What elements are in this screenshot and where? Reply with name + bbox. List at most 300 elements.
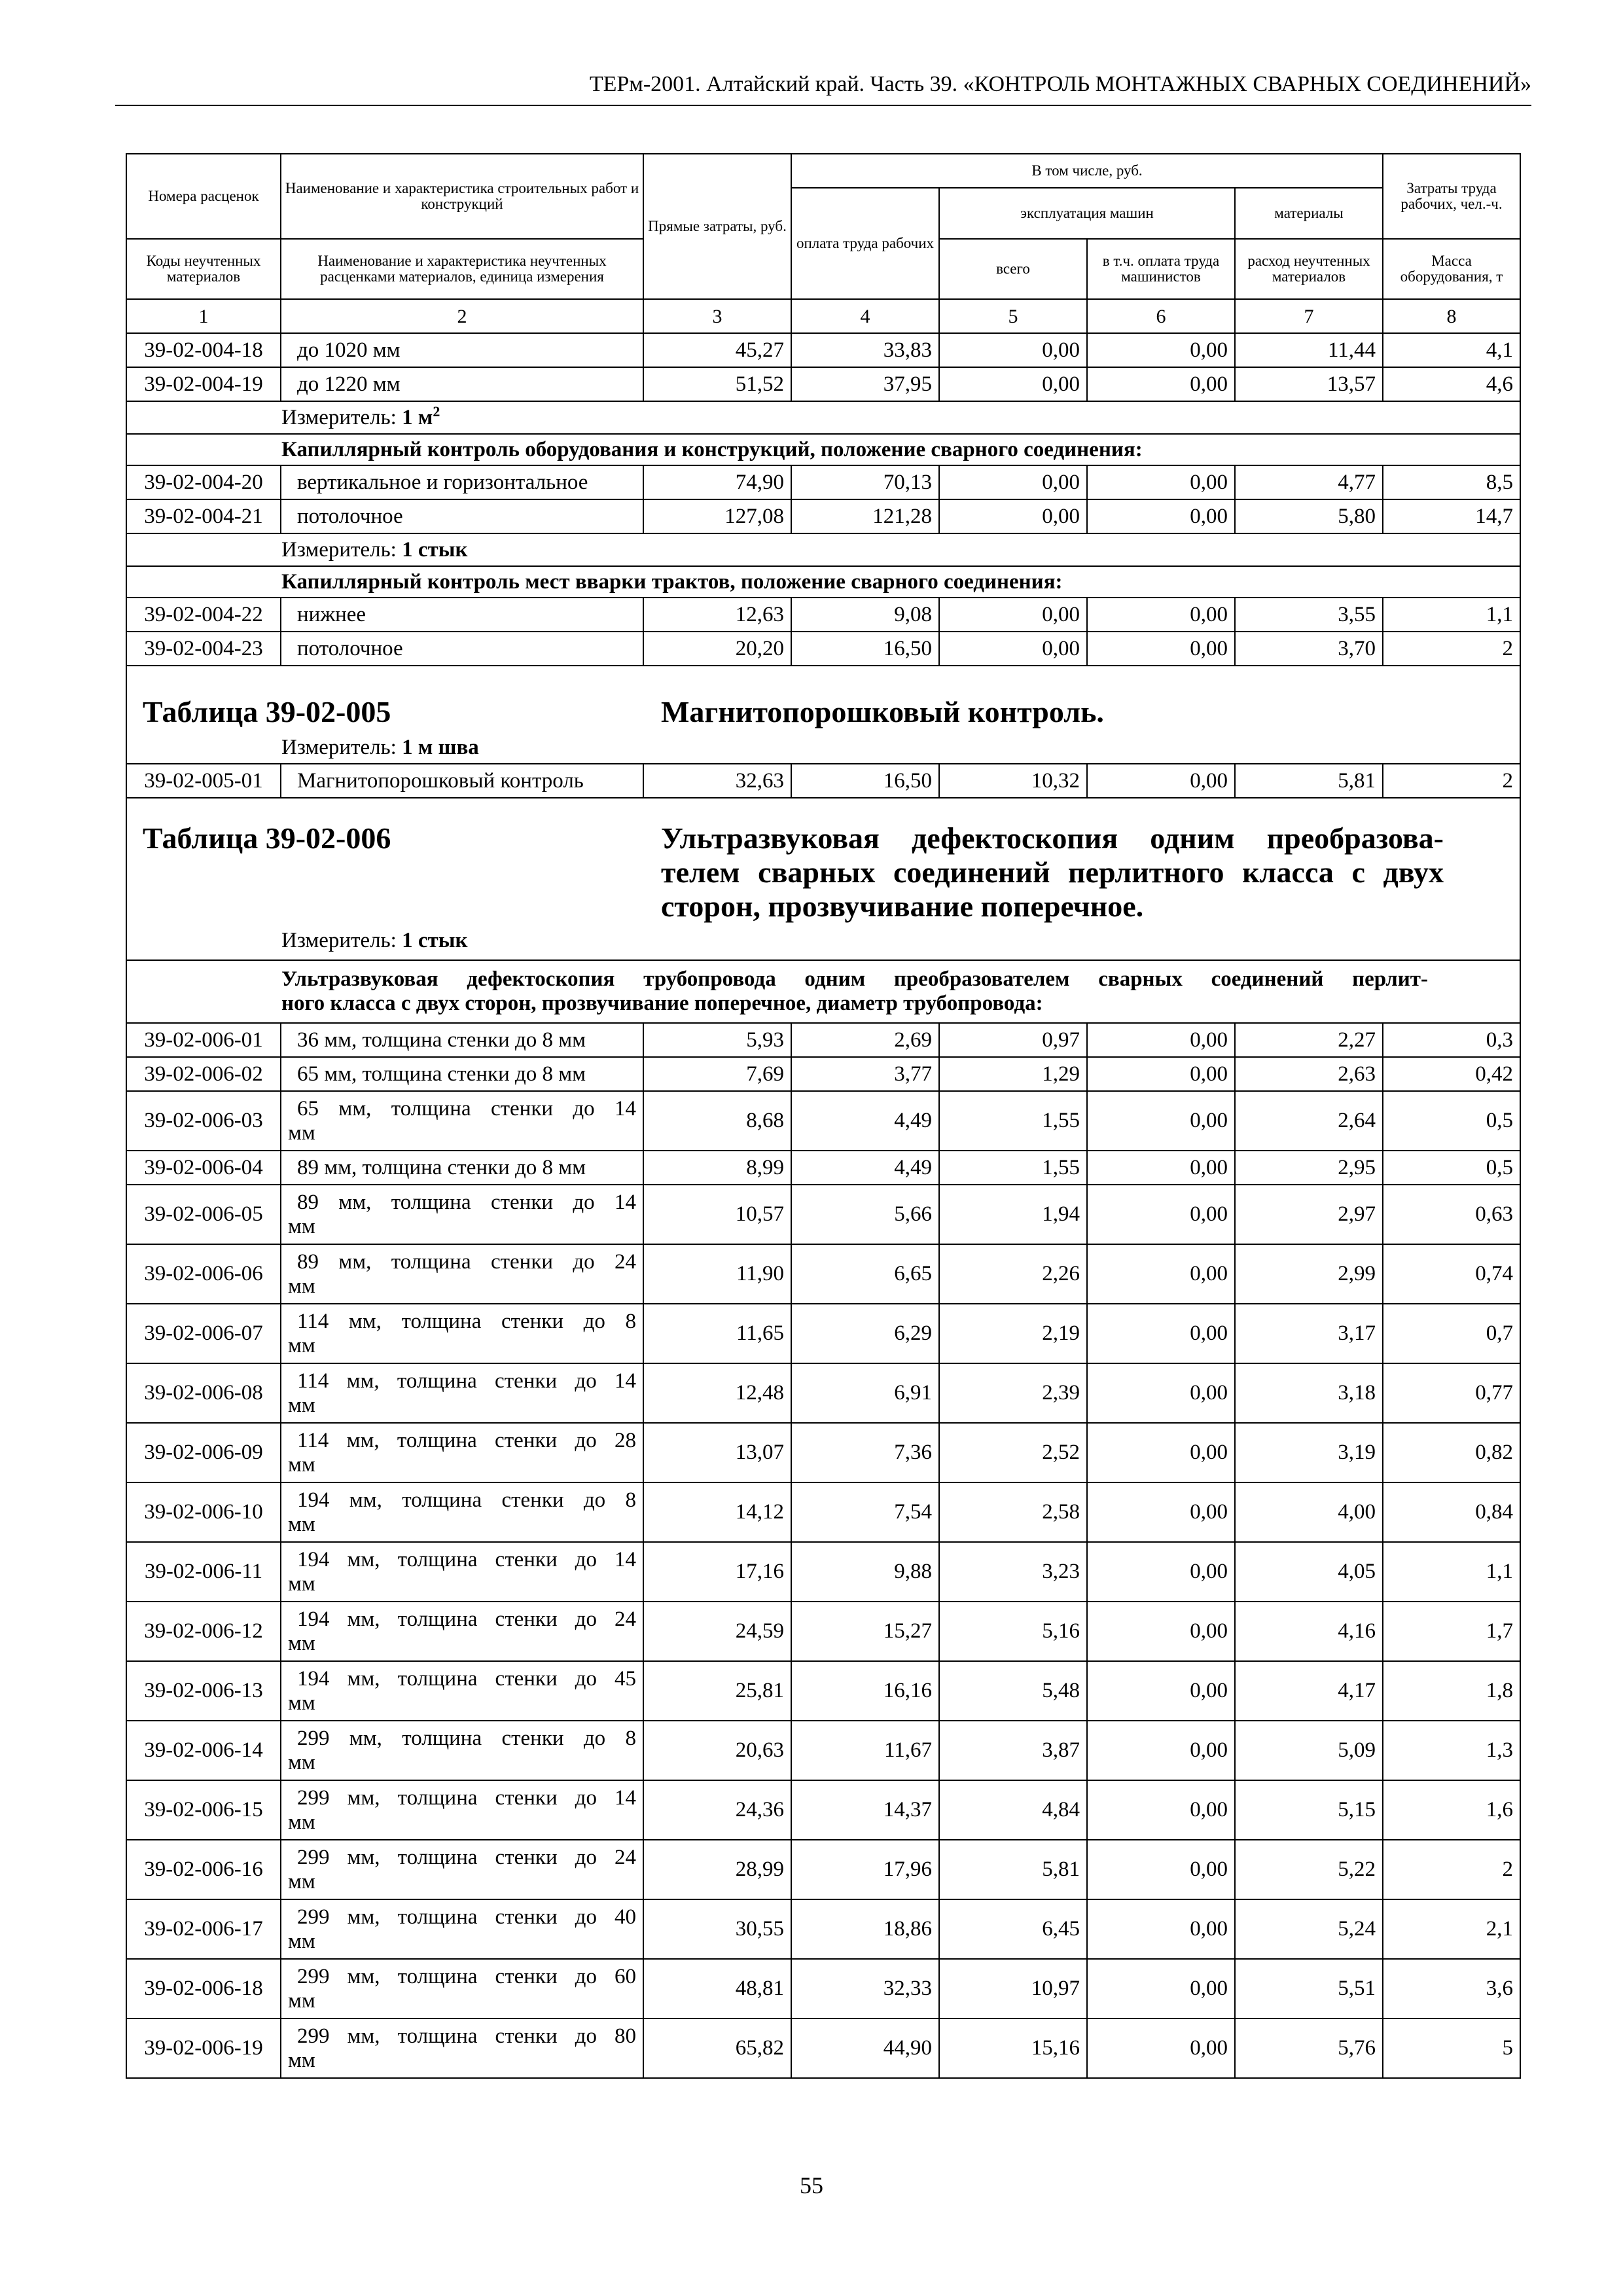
rate-name bbox=[281, 1721, 643, 1780]
rate-name-line: 65 мм, толщина стенки до 14 bbox=[297, 1096, 636, 1121]
table-row bbox=[126, 1363, 1520, 1423]
rate-name: потолочное bbox=[281, 632, 643, 666]
rate-name-line: 114 мм, толщина стенки до 8 bbox=[297, 1309, 636, 1333]
meter-unit: 1 стык bbox=[402, 929, 468, 952]
rate-value: 48,81 bbox=[643, 1959, 791, 2018]
meter-row-cell bbox=[126, 533, 1520, 566]
table-row bbox=[126, 598, 1520, 632]
rate-value: 28,99 bbox=[643, 1840, 791, 1899]
rate-name-line: 299 мм, толщина стенки до 40 bbox=[297, 1905, 636, 1929]
table-title: Таблица 39-02-005 bbox=[143, 695, 391, 728]
rate-value: 0,00 bbox=[1087, 1780, 1235, 1840]
rate-value: 32,33 bbox=[791, 1959, 939, 2018]
table-row bbox=[126, 367, 1520, 401]
rate-code: 39-02-006-16 bbox=[126, 1840, 281, 1899]
rate-value: 1,3 bbox=[1383, 1721, 1520, 1780]
table-description: Магнитопорошковый контроль. bbox=[661, 695, 1104, 728]
section-heading-cell bbox=[126, 960, 1520, 1023]
rate-value: 0,42 bbox=[1383, 1057, 1520, 1091]
table-row bbox=[126, 1185, 1520, 1244]
table-005-heading bbox=[134, 672, 1513, 763]
rate-name-line: 89 мм, толщина стенки до 14 bbox=[297, 1190, 636, 1214]
rate-value: 0,84 bbox=[1383, 1482, 1520, 1542]
table-description-line: сторон, прозвучивание поперечное. bbox=[661, 889, 1144, 923]
rate-value: 1,7 bbox=[1383, 1602, 1520, 1661]
table-row bbox=[126, 1244, 1520, 1304]
rate-code: 39-02-006-08 bbox=[126, 1363, 281, 1423]
rate-value: 5,80 bbox=[1235, 499, 1383, 533]
rate-value: 3,17 bbox=[1235, 1304, 1383, 1363]
rate-name: вертикальное и горизонтальное bbox=[281, 465, 643, 499]
rate-value: 30,55 bbox=[643, 1899, 791, 1959]
rate-value: 12,48 bbox=[643, 1363, 791, 1423]
rate-code: 39-02-006-19 bbox=[126, 2018, 281, 2078]
rate-code: 39-02-005-01 bbox=[126, 764, 281, 798]
rate-value: 0,00 bbox=[1087, 1057, 1235, 1091]
rate-value: 20,63 bbox=[643, 1721, 791, 1780]
rate-value: 2,97 bbox=[1235, 1185, 1383, 1244]
page-header: ТЕРм-2001. Алтайский край. Часть 39. «КОНТРОЛЬ МОНТАЖНЫХ СВАРНЫХ СОЕДИНЕНИЙ» bbox=[589, 72, 1531, 96]
rate-name-line: мм bbox=[288, 1214, 315, 1238]
rate-value: 121,28 bbox=[791, 499, 939, 533]
column-number: 1 bbox=[126, 299, 281, 333]
rate-code: 39-02-006-18 bbox=[126, 1959, 281, 2018]
rate-value: 5,22 bbox=[1235, 1840, 1383, 1899]
rate-value: 2 bbox=[1383, 1840, 1520, 1899]
rate-code: 39-02-004-19 bbox=[126, 367, 281, 401]
rate-name bbox=[281, 1304, 643, 1363]
rate-value: 5,24 bbox=[1235, 1899, 1383, 1959]
rate-value: 5 bbox=[1383, 2018, 1520, 2078]
rate-value: 0,00 bbox=[1087, 1661, 1235, 1721]
rate-value: 0,77 bbox=[1383, 1363, 1520, 1423]
section-heading-line: ного класса с двух сторон, прозвучивание поперечное, диаметр трубопровода: bbox=[281, 992, 1043, 1015]
rate-value: 4,84 bbox=[939, 1780, 1087, 1840]
rate-value: 17,96 bbox=[791, 1840, 939, 1899]
table-row bbox=[126, 465, 1520, 499]
rate-value: 74,90 bbox=[643, 465, 791, 499]
rate-value: 2,58 bbox=[939, 1482, 1087, 1542]
rate-value: 70,13 bbox=[791, 465, 939, 499]
rate-value: 51,52 bbox=[643, 367, 791, 401]
meter-label: Измеритель: bbox=[281, 736, 397, 759]
rate-code: 39-02-006-13 bbox=[126, 1661, 281, 1721]
rate-value: 10,57 bbox=[643, 1185, 791, 1244]
rate-value: 0,00 bbox=[1087, 764, 1235, 798]
table-row bbox=[126, 1091, 1520, 1151]
rate-name: нижнее bbox=[281, 598, 643, 632]
rate-name-line: мм bbox=[288, 1929, 315, 1953]
rate-name-line: мм bbox=[288, 2048, 315, 2072]
rate-value: 0,00 bbox=[1087, 1185, 1235, 1244]
col-header-material-names: Наименование и характеристика неучтенных расценками материалов, единица измерения bbox=[281, 239, 643, 299]
rate-value: 45,27 bbox=[643, 333, 791, 367]
rate-name: 36 мм, толщина стенки до 8 мм bbox=[281, 1023, 643, 1057]
rate-name-line: мм bbox=[288, 1452, 315, 1477]
col-header-work-name: Наименование и характеристика строительных работ и конструкций bbox=[281, 154, 643, 239]
rate-value: 5,51 bbox=[1235, 1959, 1383, 2018]
rate-value: 2,99 bbox=[1235, 1244, 1383, 1304]
table-heading-cell bbox=[126, 798, 1520, 960]
rate-value: 4,49 bbox=[791, 1091, 939, 1151]
rate-value: 44,90 bbox=[791, 2018, 939, 2078]
rate-value: 0,82 bbox=[1383, 1423, 1520, 1482]
rate-value: 9,88 bbox=[791, 1542, 939, 1602]
rate-code: 39-02-004-22 bbox=[126, 598, 281, 632]
rate-value: 0,00 bbox=[939, 367, 1087, 401]
rate-name-line: 299 мм, толщина стенки до 14 bbox=[297, 1785, 636, 1810]
rate-value: 12,63 bbox=[643, 598, 791, 632]
rate-code: 39-02-004-20 bbox=[126, 465, 281, 499]
rate-value: 0,00 bbox=[1087, 1602, 1235, 1661]
rate-value: 1,6 bbox=[1383, 1780, 1520, 1840]
rate-value: 0,97 bbox=[939, 1023, 1087, 1057]
col-header-materials: материалы bbox=[1235, 188, 1383, 239]
rate-name-line: мм bbox=[288, 1750, 315, 1774]
rate-value: 0,00 bbox=[1087, 1840, 1235, 1899]
rate-value: 0,00 bbox=[1087, 1363, 1235, 1423]
rate-value: 0,00 bbox=[1087, 1482, 1235, 1542]
rate-value: 0,00 bbox=[1087, 465, 1235, 499]
rate-value: 2,64 bbox=[1235, 1091, 1383, 1151]
col-header-operator-pay: в т.ч. оплата труда машинистов bbox=[1087, 239, 1235, 299]
rate-value: 0,00 bbox=[939, 465, 1087, 499]
header-rule bbox=[115, 105, 1531, 106]
rate-value: 14,12 bbox=[643, 1482, 791, 1542]
rate-value: 0,00 bbox=[1087, 1151, 1235, 1185]
rate-code: 39-02-004-21 bbox=[126, 499, 281, 533]
rate-name-line: 194 мм, толщина стенки до 45 bbox=[297, 1666, 636, 1691]
rate-value: 0,00 bbox=[1087, 1959, 1235, 2018]
rate-value: 32,63 bbox=[643, 764, 791, 798]
rate-name bbox=[281, 1602, 643, 1661]
rate-code: 39-02-006-15 bbox=[126, 1780, 281, 1840]
table-006-heading bbox=[134, 800, 1513, 958]
table-description-line: телем сварных соединений перлитного класса с двух bbox=[661, 855, 1444, 889]
rate-value: 65,82 bbox=[643, 2018, 791, 2078]
rate-name-line: мм bbox=[288, 1691, 315, 1715]
rate-value: 0,00 bbox=[1087, 1721, 1235, 1780]
rate-value: 3,19 bbox=[1235, 1423, 1383, 1482]
col-header-rate-number: Номера расценок bbox=[126, 154, 281, 239]
rate-name-line: 299 мм, толщина стенки до 80 bbox=[297, 2024, 636, 2048]
rate-code: 39-02-004-18 bbox=[126, 333, 281, 367]
rate-value: 0,00 bbox=[1087, 632, 1235, 666]
rate-value: 6,45 bbox=[939, 1899, 1087, 1959]
rate-value: 1,1 bbox=[1383, 598, 1520, 632]
rate-value: 0,00 bbox=[1087, 1423, 1235, 1482]
col-header-machines-total: всего bbox=[939, 239, 1087, 299]
rate-value: 5,93 bbox=[643, 1023, 791, 1057]
rate-value: 16,50 bbox=[791, 764, 939, 798]
rate-value: 7,69 bbox=[643, 1057, 791, 1091]
rate-name bbox=[281, 1959, 643, 2018]
rate-name-line: 114 мм, толщина стенки до 14 bbox=[297, 1369, 636, 1393]
rate-value: 2 bbox=[1383, 764, 1520, 798]
col-header-worker-pay: оплата труда рабочих bbox=[791, 188, 939, 299]
meter-label: Измеритель: bbox=[281, 405, 397, 429]
rate-value: 18,86 bbox=[791, 1899, 939, 1959]
table-heading-cell bbox=[126, 666, 1520, 764]
rate-value: 2 bbox=[1383, 632, 1520, 666]
rate-value: 16,50 bbox=[791, 632, 939, 666]
rate-value: 0,5 bbox=[1383, 1091, 1520, 1151]
column-number: 5 bbox=[939, 299, 1087, 333]
rate-value: 1,29 bbox=[939, 1057, 1087, 1091]
rate-value: 6,29 bbox=[791, 1304, 939, 1363]
rate-value: 0,00 bbox=[1087, 1304, 1235, 1363]
rate-name-line: 89 мм, толщина стенки до 24 bbox=[297, 1249, 636, 1274]
rate-code: 39-02-006-04 bbox=[126, 1151, 281, 1185]
rate-value: 16,16 bbox=[791, 1661, 939, 1721]
rate-value: 1,55 bbox=[939, 1091, 1087, 1151]
table-description bbox=[661, 821, 1444, 924]
rate-code: 39-02-006-05 bbox=[126, 1185, 281, 1244]
rate-name-line: мм bbox=[288, 1571, 315, 1596]
rate-value: 1,1 bbox=[1383, 1542, 1520, 1602]
rate-name-line: 194 мм, толщина стенки до 14 bbox=[297, 1547, 636, 1571]
rate-value: 7,36 bbox=[791, 1423, 939, 1482]
rate-value: 0,00 bbox=[1087, 1542, 1235, 1602]
rate-value: 11,67 bbox=[791, 1721, 939, 1780]
rate-value: 24,59 bbox=[643, 1602, 791, 1661]
rate-value: 3,70 bbox=[1235, 632, 1383, 666]
rate-value: 17,16 bbox=[643, 1542, 791, 1602]
rate-code: 39-02-006-14 bbox=[126, 1721, 281, 1780]
col-header-material-codes: Коды неучтенных материалов bbox=[126, 239, 281, 299]
meter-label: Измеритель: bbox=[281, 929, 397, 952]
rate-code: 39-02-006-06 bbox=[126, 1244, 281, 1304]
rate-name bbox=[281, 1661, 643, 1721]
meter-row-cell bbox=[126, 401, 1520, 434]
table-row bbox=[126, 1057, 1520, 1091]
rate-value: 0,00 bbox=[939, 632, 1087, 666]
rate-name bbox=[281, 1780, 643, 1840]
rate-value: 3,55 bbox=[1235, 598, 1383, 632]
rate-name-line: мм bbox=[288, 1121, 315, 1145]
rate-value: 0,7 bbox=[1383, 1304, 1520, 1363]
column-number: 6 bbox=[1087, 299, 1235, 333]
section-heading-cell: Капиллярный контроль оборудования и конструкций, положение сварного соединения: bbox=[126, 434, 1520, 465]
col-header-direct-costs: Прямые затраты, руб. bbox=[643, 154, 791, 299]
rate-name-line: 114 мм, толщина стенки до 28 bbox=[297, 1428, 636, 1452]
rate-value: 3,18 bbox=[1235, 1363, 1383, 1423]
rate-value: 4,16 bbox=[1235, 1602, 1383, 1661]
rate-value: 5,48 bbox=[939, 1661, 1087, 1721]
rate-value: 5,15 bbox=[1235, 1780, 1383, 1840]
rate-value: 11,65 bbox=[643, 1304, 791, 1363]
rate-value: 33,83 bbox=[791, 333, 939, 367]
table-heading bbox=[126, 666, 1520, 764]
table-row bbox=[126, 1482, 1520, 1542]
rate-name: Магнитопорошковый контроль bbox=[281, 764, 643, 798]
table-row bbox=[126, 1423, 1520, 1482]
rate-value: 0,00 bbox=[1087, 2018, 1235, 2078]
rate-value: 0,74 bbox=[1383, 1244, 1520, 1304]
rate-name-line: мм bbox=[288, 1988, 315, 2013]
rate-name bbox=[281, 1091, 643, 1151]
rate-name-line: мм bbox=[288, 1869, 315, 1893]
rate-value: 8,5 bbox=[1383, 465, 1520, 499]
table-row bbox=[126, 333, 1520, 367]
rate-value: 0,00 bbox=[1087, 1244, 1235, 1304]
col-header-labor: Затраты труда рабочих, чел.-ч. bbox=[1383, 154, 1520, 239]
column-number: 2 bbox=[281, 299, 643, 333]
rate-name bbox=[281, 1542, 643, 1602]
table-row bbox=[126, 1602, 1520, 1661]
rate-value: 2,27 bbox=[1235, 1023, 1383, 1057]
rate-value: 0,5 bbox=[1383, 1151, 1520, 1185]
rate-value: 15,16 bbox=[939, 2018, 1087, 2078]
rate-code: 39-02-006-03 bbox=[126, 1091, 281, 1151]
rate-name: 65 мм, толщина стенки до 8 мм bbox=[281, 1057, 643, 1091]
table-row bbox=[126, 1899, 1520, 1959]
rate-value: 24,36 bbox=[643, 1780, 791, 1840]
rate-value: 13,57 bbox=[1235, 367, 1383, 401]
rate-value: 1,55 bbox=[939, 1151, 1087, 1185]
rate-name-line: мм bbox=[288, 1333, 315, 1357]
rate-name-line: 194 мм, толщина стенки до 8 bbox=[297, 1488, 636, 1512]
rate-value: 5,81 bbox=[1235, 764, 1383, 798]
rate-name: потолочное bbox=[281, 499, 643, 533]
rate-value: 1,94 bbox=[939, 1185, 1087, 1244]
rate-value: 2,63 bbox=[1235, 1057, 1383, 1091]
rate-name bbox=[281, 1840, 643, 1899]
meter-row bbox=[126, 401, 1520, 434]
rate-name-line: 299 мм, толщина стенки до 24 bbox=[297, 1845, 636, 1869]
rate-value: 7,54 bbox=[791, 1482, 939, 1542]
column-number: 8 bbox=[1383, 299, 1520, 333]
table-row bbox=[126, 1721, 1520, 1780]
meter-unit: 1 стык bbox=[402, 537, 468, 562]
rate-value: 3,77 bbox=[791, 1057, 939, 1091]
rate-value: 37,95 bbox=[791, 367, 939, 401]
table-description-line: Ультразвуковая дефектоскопия одним преобразова- bbox=[661, 821, 1444, 855]
table-row bbox=[126, 764, 1520, 798]
table-row bbox=[126, 1840, 1520, 1899]
rate-value: 14,7 bbox=[1383, 499, 1520, 533]
rates-table bbox=[126, 153, 1521, 2079]
table-row bbox=[126, 1304, 1520, 1363]
rate-value: 0,00 bbox=[1087, 1023, 1235, 1057]
column-number: 7 bbox=[1235, 299, 1383, 333]
rate-value: 5,81 bbox=[939, 1840, 1087, 1899]
rate-value: 4,49 bbox=[791, 1151, 939, 1185]
table-row bbox=[126, 632, 1520, 666]
section-heading bbox=[126, 960, 1520, 1023]
rate-code: 39-02-006-12 bbox=[126, 1602, 281, 1661]
table-row bbox=[126, 1023, 1520, 1057]
col-header-including: В том числе, руб. bbox=[791, 154, 1383, 188]
rate-name-line: мм bbox=[288, 1810, 315, 1834]
section-heading-line: Ультразвуковая дефектоскопия трубопровода одним преобразователем сварных соединений перлит- bbox=[281, 967, 1429, 991]
section-heading bbox=[126, 434, 1520, 465]
rate-name-line: мм bbox=[288, 1631, 315, 1655]
rate-code: 39-02-006-09 bbox=[126, 1423, 281, 1482]
rate-value: 13,07 bbox=[643, 1423, 791, 1482]
col-header-equipment-mass: Масса оборудования, т bbox=[1383, 239, 1520, 299]
rate-value: 2,69 bbox=[791, 1023, 939, 1057]
rate-value: 11,44 bbox=[1235, 333, 1383, 367]
table-row bbox=[126, 499, 1520, 533]
rate-value: 5,09 bbox=[1235, 1721, 1383, 1780]
rate-name bbox=[281, 1185, 643, 1244]
table-row bbox=[126, 1151, 1520, 1185]
column-numbers-row bbox=[126, 299, 1520, 333]
rate-name: 89 мм, толщина стенки до 8 мм bbox=[281, 1151, 643, 1185]
rate-value: 10,97 bbox=[939, 1959, 1087, 2018]
rate-value: 5,66 bbox=[791, 1185, 939, 1244]
rate-value: 0,00 bbox=[1087, 499, 1235, 533]
rate-value: 2,26 bbox=[939, 1244, 1087, 1304]
rate-value: 3,6 bbox=[1383, 1959, 1520, 2018]
rate-value: 4,00 bbox=[1235, 1482, 1383, 1542]
table-row bbox=[126, 2018, 1520, 2078]
rate-value: 2,52 bbox=[939, 1423, 1087, 1482]
rate-code: 39-02-006-17 bbox=[126, 1899, 281, 1959]
rate-value: 0,00 bbox=[1087, 1899, 1235, 1959]
section-heading-cell: Капиллярный контроль мест вварки трактов, положение сварного соединения: bbox=[126, 566, 1520, 598]
rate-value: 20,20 bbox=[643, 632, 791, 666]
rate-value: 0,3 bbox=[1383, 1023, 1520, 1057]
rate-value: 25,81 bbox=[643, 1661, 791, 1721]
meter-row bbox=[281, 736, 479, 760]
rate-value: 2,19 bbox=[939, 1304, 1087, 1363]
meter-label: Измеритель: bbox=[281, 537, 397, 562]
meter-unit-exponent: 2 bbox=[433, 403, 440, 420]
meter-unit: 1 м bbox=[402, 405, 433, 429]
table-row bbox=[126, 1661, 1520, 1721]
rate-name: до 1020 мм bbox=[281, 333, 643, 367]
rate-name-line: мм bbox=[288, 1274, 315, 1298]
rate-value: 2,1 bbox=[1383, 1899, 1520, 1959]
rate-value: 3,87 bbox=[939, 1721, 1087, 1780]
rate-value: 6,65 bbox=[791, 1244, 939, 1304]
rate-value: 8,68 bbox=[643, 1091, 791, 1151]
meter-unit: 1 м шва bbox=[402, 736, 479, 759]
rate-value: 0,00 bbox=[1087, 598, 1235, 632]
rate-name bbox=[281, 2018, 643, 2078]
column-number: 4 bbox=[791, 299, 939, 333]
rate-name-line: мм bbox=[288, 1393, 315, 1417]
rate-name-line: мм bbox=[288, 1512, 315, 1536]
rate-name: до 1220 мм bbox=[281, 367, 643, 401]
rate-code: 39-02-004-23 bbox=[126, 632, 281, 666]
rate-value: 0,00 bbox=[1087, 367, 1235, 401]
rate-value: 10,32 bbox=[939, 764, 1087, 798]
rate-value: 6,91 bbox=[791, 1363, 939, 1423]
rate-value: 0,00 bbox=[939, 598, 1087, 632]
rate-code: 39-02-006-01 bbox=[126, 1023, 281, 1057]
rate-value: 4,6 bbox=[1383, 367, 1520, 401]
rate-code: 39-02-006-02 bbox=[126, 1057, 281, 1091]
rate-name bbox=[281, 1363, 643, 1423]
rate-code: 39-02-006-07 bbox=[126, 1304, 281, 1363]
rate-value: 5,16 bbox=[939, 1602, 1087, 1661]
rate-value: 9,08 bbox=[791, 598, 939, 632]
rate-name bbox=[281, 1482, 643, 1542]
rate-value: 2,95 bbox=[1235, 1151, 1383, 1185]
table-row bbox=[126, 1542, 1520, 1602]
table-row bbox=[126, 1780, 1520, 1840]
rate-value: 5,76 bbox=[1235, 2018, 1383, 2078]
rate-name bbox=[281, 1899, 643, 1959]
meter-row bbox=[126, 533, 1520, 566]
rate-value: 4,77 bbox=[1235, 465, 1383, 499]
rate-value: 4,05 bbox=[1235, 1542, 1383, 1602]
table-title: Таблица 39-02-006 bbox=[143, 821, 391, 855]
rate-code: 39-02-006-11 bbox=[126, 1542, 281, 1602]
